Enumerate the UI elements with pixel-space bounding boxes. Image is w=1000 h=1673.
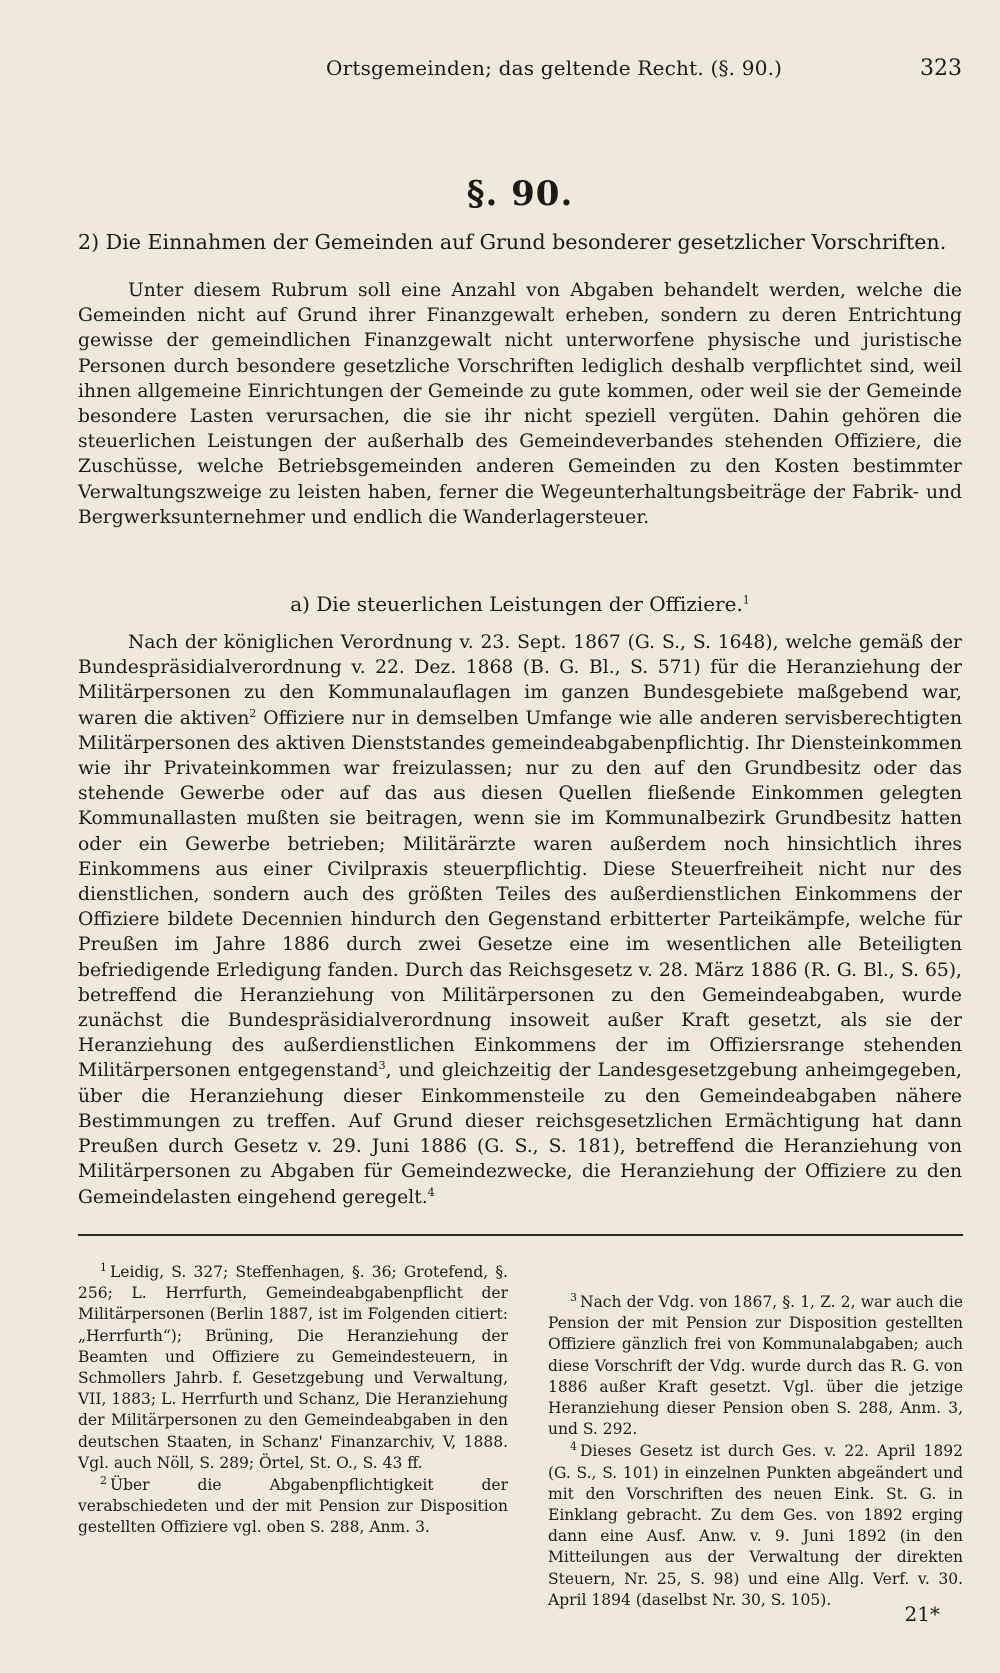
- page-number: 323: [920, 56, 962, 81]
- footnote-2-number: 2: [100, 1473, 107, 1487]
- footnote-ref-2[interactable]: 2: [249, 706, 257, 720]
- footnote-4-number: 4: [570, 1440, 577, 1454]
- body-paragraph-2-part-c: , und gleichzeitig der Landesgesetzgebung anheimgegeben, über die Heranziehung dieser Einkommensteile zu den Gemeindeabgaben nähere Bestimmungen zu treffen. Auf Grund dieser reichsgesetzlichen Ermächtigung hat dann Preußen durch Gesetz v. 29. Juni 1886 (G. S., S. 181), betreffend die Heranziehung von Militärpersonen zu Abgaben für Gemeindezwecke, die Heranziehung der Offiziere zu den Gemeindelasten eingehend geregelt.: [78, 1060, 962, 1208]
- footnote-1-text: Leidig, S. 327; Steffenhagen, §. 36; Grotefend, §. 256; L. Herrfurth, Gemeindeabgabenpflicht der Militärpersonen (Berlin 1887, ist im Folgenden citiert: „Herrfurth“); Brüning, Die Heranziehung der Beamten und Offiziere zu Gemeindesteuern, in Schmollers Jahrb. f. Gesetzgebung und Verwaltung, VII, 1883; L. Herrfurth und Schanz, Die Heranziehung der Militärpersonen zu den Gemeindeabgaben in den deutschen Staaten, in Schanz' Finanzarchiv, V, 1888. Vgl. auch Nöll, S. 289; Örtel, St. O., S. 43 ff.: [78, 1263, 508, 1472]
- footnotes-left-column: [78, 1262, 508, 1540]
- footnote-3-text: Nach der Vdg. von 1867, §. 1, Z. 2, war auch die Pension der mit Pension zur Disposition gestellten Offiziere gänzlich frei von Kommunalabgaben; auch diese Vorschrift der Vdg. wurde durch das R. G. von 1886 außer Kraft gesetzt. Vgl. über die jetzige Heranziehung dieser Pension oben S. 288, Anm. 3, und S. 292.: [548, 1293, 963, 1439]
- footnote-ref-3[interactable]: 3: [378, 1059, 386, 1073]
- footnote-1-number: 1: [100, 1260, 107, 1274]
- running-header: [78, 48, 962, 88]
- body-paragraph-2: [78, 630, 962, 1210]
- subsection-heading-text: a) Die steuerlichen Leistungen der Offiziere.: [290, 592, 743, 617]
- section-heading: 2) Die Einnahmen der Gemeinden auf Grund besonderer gesetzlicher Vorschriften.: [78, 230, 947, 254]
- footnote-separator: [78, 1234, 963, 1236]
- section-number: §. 90.: [466, 174, 574, 214]
- footnote-3: [548, 1292, 963, 1440]
- footnote-4-text: Dieses Gesetz ist durch Ges. v. 22. April 1892 (G. S., S. 101) in einzelnen Punkten abgeändert und mit den Vorschriften des neuen Eink. St. G. in Einklang gebracht. Zu dem Ges. von 1892 erging dann eine Ausf. Anw. v. 9. Juni 1892 (in den Mitteilungen aus der Verwaltung der direkten Steuern, Nr. 25, S. 98) und eine Allg. Verf. v. 30. April 1894 (daselbst Nr. 30, S. 105).: [548, 1442, 963, 1609]
- footnote-ref-1[interactable]: 1: [742, 593, 750, 607]
- body-paragraph-2-part-b: Offiziere nur in demselben Umfange wie alle anderen servisberechtigten Militärpersonen des aktiven Dienststandes gemeindeabgabenpflichtig. Ihr Diensteinkommen wie ihr Privateinkommen war freizulassen; nur zu den auf den Grundbesitz oder das stehende Gewerbe oder auf das aus diesen Quellen fließende Einkommen gelegten Kommunallasten mußten sie beitragen, wenn sie im Kommunalbezirk Grundbesitz hatten oder ein Gewerbe betrieben; Militärärzte waren außerdem noch hinsichtlich ihres Einkommens aus einer Civilpraxis steuerpflichtig. Diese Steuerfreiheit nicht nur des dienstlichen, sondern auch des größten Teiles des außerdienstlichen Einkommens der Offiziere bildete Decennien hindurch den Gegenstand erbitterter Parteikämpfe, welche für Preußen im Jahre 1886 durch zwei Gesetze eine im wesentlichen alle Beteiligten befriedigende Erledigung fanden. Durch das Reichsgesetz v. 28. März 1886 (R. G. Bl., S. 65), betreffend die Heranziehung von Militärpersonen zu den Gemeindeabgaben, wurde zunächst die Bundespräsidialverordnung insoweit außer Kraft gesetzt, als sie der Heranziehung des außerdienstlichen Einkommens der im Offiziersrange stehenden Militärpersonen entgegenstand: [78, 707, 962, 1082]
- footnote-ref-4[interactable]: 4: [427, 1185, 435, 1199]
- body-paragraph-2-part-a: Nach der königlichen Verordnung v. 23. Sept. 1867 (G. S., S. 1648), welche gemäß der Bundespräsidialverordnung v. 22. Dez. 1868 (B. G. Bl., S. 571) für die Heranziehung der Militärpersonen zu den Kommunalauflagen im ganzen Bundesgebiete maßgebend war, waren die aktiven: [78, 632, 962, 729]
- footnote-1: [78, 1262, 508, 1474]
- footnote-3-number: 3: [570, 1290, 577, 1304]
- subsection-heading: [78, 592, 962, 616]
- signature-mark: 21*: [904, 1602, 940, 1626]
- footnotes-right-column: [548, 1292, 963, 1612]
- footnote-2: [78, 1475, 508, 1539]
- footnote-4: [548, 1441, 963, 1611]
- footnote-2-text: Über die Abgabenpflichtigkeit der verabschiedeten und der mit Pension zur Disposition gestellten Offiziere vgl. oben S. 288, Anm. 3.: [78, 1476, 508, 1537]
- body-paragraph-1: Unter diesem Rubrum soll eine Anzahl von Abgaben behandelt werden, welche die Gemeinden nicht auf Grund ihrer Finanzgewalt erheben, sondern zu deren Entrichtung gewisse der gemeindlichen Finanzgewalt nicht unterworfene physische und juristische Personen durch besondere gesetzliche Vorschriften lediglich deshalb verpflichtet sind, weil ihnen allgemeine Einrichtungen der Gemeinde zu gute kommen, oder weil sie der Gemeinde besondere Lasten verursachen, die sie ihr nicht speziell vergüten. Dahin gehören die steuerlichen Leistungen der außerhalb des Gemeindeverbandes stehenden Offiziere, die Zuschüsse, welche Betriebsgemeinden anderen Gemeinden zu den Kosten bestimmter Verwaltungszweige zu leisten haben, ferner die Wegeunterhaltungsbeiträge der Fabrik- und Bergwerksunternehmer und endlich die Wanderlagersteuer.: [78, 280, 962, 528]
- header-title: Ortsgemeinden; das geltende Recht. (§. 90.): [326, 56, 783, 80]
